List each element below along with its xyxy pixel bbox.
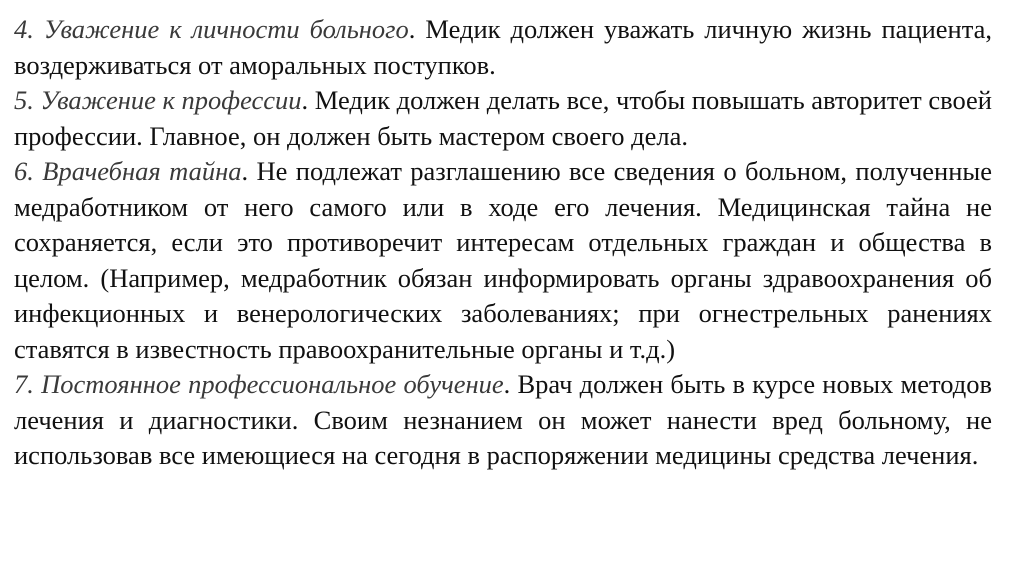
paragraph-text: . Медик должен уважать личную жизнь пациента, воздерживаться от аморальных поступков. <box>14 14 992 80</box>
paragraph-medical-secrecy <box>14 154 992 367</box>
paragraph-respect-profession <box>14 83 992 154</box>
paragraph-heading: 6. Врачебная тайна <box>14 156 242 186</box>
paragraph-heading: 5. Уважение к профессии <box>14 85 302 115</box>
paragraph-continuous-education <box>14 367 992 474</box>
paragraph-text: . Медик должен делать все, чтобы повышать авторитет своей профессии. Главное, он должен быть мастером своего дела. <box>14 85 992 151</box>
paragraph-text: . Врач должен быть в курсе новых методов лечения и диагностики. Своим незнанием он может нанести вред больному, не использовав все имеющиеся на сегодня в распоряжении медицины средства лечения. <box>14 369 992 470</box>
paragraph-text: . Не подлежат разглашению все сведения о больном, полученные медработником от него самого или в ходе его лечения. Медицинская тайна не сохраняется, если это противоречит интересам отдельных граждан и общества в целом. (Например, медработник обязан информировать органы здравоохранения об инфекционных и венерологических заболеваниях; при огнестрельных ранениях ставятся в известность правоохранительные органы и т.д.) <box>14 156 992 364</box>
paragraph-heading: 7. Постоянное профессиональное обучение <box>14 369 504 399</box>
paragraph-heading: 4. Уважение к личности больного <box>14 14 409 44</box>
slide-body <box>14 12 992 474</box>
paragraph-respect-patient <box>14 12 992 83</box>
